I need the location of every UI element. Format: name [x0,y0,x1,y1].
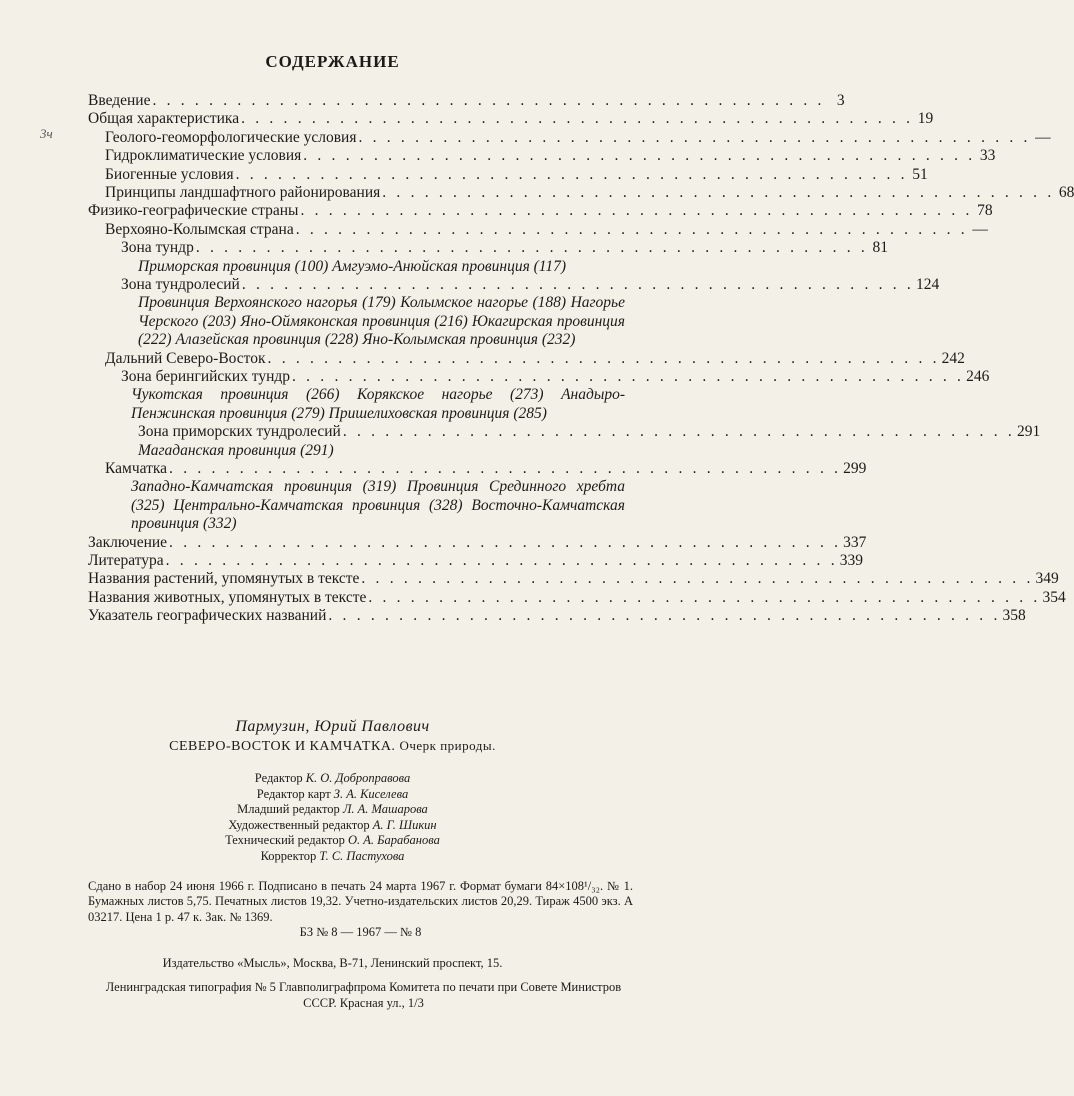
colophon [0,718,665,1011]
table-of-contents [88,92,1074,625]
toc-leader: . . . . . . . . . . . . . . . . . . . . . . . . . . . . . . . . . . . . . . . . . . . . . . . . [152,92,825,109]
toc-leader: . . . . . . . . . . . . . . . . . . . . . . . . . . . . . . . . . . . . . . . . . . . . . . . . [358,128,1031,146]
toc-leader: . . . . . . . . . . . . . . . . . . . . . . . . . . . . . . . . . . . . . . . . . . . . . . . . [303,147,976,165]
toc-page: 299 [843,459,867,477]
toc-page: 246 [966,367,990,385]
editor-line [0,833,665,849]
toc-leader: . . . . . . . . . . . . . . . . . . . . . . . . . . . . . . . . . . . . . . . . . . . . . . . . [169,533,842,551]
toc-page: — [972,220,988,238]
toc-leader: . . . . . . . . . . . . . . . . . . . . . . . . . . . . . . . . . . . . . . . . . . . . . . . . [165,551,838,569]
toc-page: 291 [1016,423,1041,441]
toc-page: 81 [872,239,888,257]
toc-label: Зона тундр [121,239,194,257]
editor-name: Т. С. Пастухова [319,848,405,863]
toc-provinces-kamchatka: Западно-Камчатская провинция (319) Провинция Срединного хребта (325) Центрально-Камчатская провинция (328) Восточно-Камчатская провинция (332) [131,478,625,533]
toc-label: Зона берингийских тундр [121,367,290,385]
editor-line [0,802,665,818]
toc-entry-general[interactable] [88,110,934,128]
toc-label: Заключение [88,533,168,551]
editor-role: Редактор [254,771,303,785]
toc-label: Зона тундролесий [121,275,240,293]
toc-leader: . . . . . . . . . . . . . . . . . . . . . . . . . . . . . . . . . . . . . . . . . . . . . . . . [328,607,1001,625]
toc-provinces-coastal: Магаданская провинция (291) [138,441,334,459]
toc-label: Биогенные условия [105,165,234,183]
editor-line [0,787,665,803]
toc-entry-kamchatka[interactable] [88,459,867,478]
toc-label: Литература [88,551,164,569]
toc-entry-hydro[interactable] [88,147,996,165]
toc-entry-conclusion[interactable] [88,533,867,552]
toc-leader: . . . . . . . . . . . . . . . . . . . . . . . . . . . . . . . . . . . . . . . . . . . . . . . . [300,202,973,220]
toc-leader: . . . . . . . . . . . . . . . . . . . . . . . . . . . . . . . . . . . . . . . . . . . . . . . . [195,239,868,257]
editor-name: Л. А. Машарова [342,802,428,817]
toc-label: Введение [88,92,151,109]
toc-page: 349 [1035,570,1059,588]
toc-entry-coastal[interactable] [88,423,1041,441]
book-subtitle: Очерк природы. [399,738,496,753]
toc-leader: . . . . . . . . . . . . . . . . . . . . . . . . . . . . . . . . . . . . . . . . . . . . . . . . [267,349,940,367]
book-title: СЕВЕРО-ВОСТОК И КАМЧАТКА. [169,739,396,754]
toc-entry-verkh[interactable] [88,220,988,239]
toc-leader: . . . . . . . . . . . . . . . . . . . . . . . . . . . . . . . . . . . . . . . . . . . . . . . . [382,183,1055,201]
toc-leader: . . . . . . . . . . . . . . . . . . . . . . . . . . . . . . . . . . . . . . . . . . . . . . . . [295,220,968,238]
toc-label: Геолого-геоморфологические условия [105,128,357,146]
toc-leader: . . . . . . . . . . . . . . . . . . . . . . . . . . . . . . . . . . . . . . . . . . . . . . . . [368,588,1041,606]
toc-leader: . . . . . . . . . . . . . . . . . . . . . . . . . . . . . . . . . . . . . . . . . . . . . . . . [342,423,1015,441]
toc-page: 358 [1002,607,1026,625]
toc-label: Зона приморских тундролесий [138,423,341,441]
editor-role: Корректор [260,848,317,863]
toc-entry-index[interactable] [88,607,1026,625]
toc-entry-plants[interactable] [88,570,1059,588]
toc-provinces-tundroles: Провинция Верхоянского нагорья (179) Колымское нагорье (188) Нагорье Черского (203) Яно-Оймяконская провинция (216) Юкагирская провинция (222) Алазейская провинция (228) Яно-Колымская провинция (232) [138,294,625,349]
toc-label: Названия растений, упомянутых в тексте [88,570,360,588]
editor-line [0,771,665,787]
toc-page: 19 [917,110,934,128]
editor-role: Младший редактор [237,802,340,817]
toc-leader: . . . . . . . . . . . . . . . . . . . . . . . . . . . . . . . . . . . . . . . . . . . . . . . . [292,367,965,385]
toc-label: Камчатка [105,459,168,477]
editor-name: О. А. Барабанова [347,833,440,848]
toc-provinces-bering: Чукотская провинция (266) Корякское нагорье (273) Анадыро-Пенжинская провинция (279) Пришелиховская провинция (285) [131,386,625,422]
print-info-code: БЗ № 8 — 1967 — № 8 [299,925,422,940]
toc-leader: . . . . . . . . . . . . . . . . . . . . . . . . . . . . . . . . . . . . . . . . . . . . . . . . [235,165,908,183]
toc-entry-literature[interactable] [88,551,864,570]
toc-entry-bering[interactable] [88,367,990,386]
toc-page: 339 [839,551,864,569]
toc-label: Верхояно-Колымская страна [105,220,294,238]
editor-line [0,849,665,865]
toc-page: 33 [979,147,996,165]
toc-page: 78 [977,202,993,220]
toc-entry-animals[interactable] [88,588,1066,607]
toc-label: Принципы ландшафтного районирования [105,183,381,201]
toc-entry-intro[interactable] [88,92,845,110]
toc-leader: . . . . . . . . . . . . . . . . . . . . . . . . . . . . . . . . . . . . . . . . . . . . . . . . [169,459,842,477]
toc-entry-ne[interactable] [88,349,965,368]
toc-page: 68 [1058,183,1074,201]
toc-page: 337 [843,533,867,551]
editor-role: Редактор карт [256,786,331,801]
printer-info: Ленинградская типография № 5 Главполиграфпрома Комитета по печати при Совете Министров СССР. Красная ул., 1/3 [105,979,622,1010]
toc-entry-tundra[interactable] [88,239,888,257]
toc-label: Физико-географические страны [88,202,299,220]
toc-label: Общая характеристика [88,110,240,128]
editors-list [0,771,665,865]
toc-label: Гидроклиматические условия [105,147,302,165]
toc-leader: . . . . . . . . . . . . . . . . . . . . . . . . . . . . . . . . . . . . . . . . . . . . . . . . [241,110,914,128]
toc-label: Дальний Северо-Восток [105,349,266,367]
book-title-line [0,738,665,755]
toc-provinces-tundra: Приморская провинция (100) Амгуэмо-Анюйская провинция (117) [138,257,567,275]
editor-name: К. О. Доброправова [305,771,411,785]
toc-entry-bio[interactable] [88,165,928,184]
toc-leader: . . . . . . . . . . . . . . . . . . . . . . . . . . . . . . . . . . . . . . . . . . . . . . . . [361,570,1034,588]
toc-label: Названия животных, упомянутых в тексте [88,588,367,606]
toc-entry-principles[interactable] [88,183,1074,202]
toc-label: Указатель географических названий [88,607,327,625]
toc-entry-physgeo[interactable] [88,202,993,220]
print-details [88,879,633,941]
toc-page: 354 [1042,588,1066,606]
publisher-info: Издательство «Мысль», Москва, В-71, Ленинский проспект, 15. [162,955,503,970]
toc-page: 124 [915,275,940,293]
page-title: СОДЕРЖАНИЕ [265,52,400,71]
toc-leader: . . . . . . . . . . . . . . . . . . . . . . . . . . . . . . . . . . . . . . . . . . . . . . . . [241,275,914,293]
editor-name: А. Г. Шикин [372,817,437,832]
toc-page: 242 [941,349,965,367]
toc-entry-tundroles[interactable] [88,275,940,294]
margin-handwritten-note: 3ч [40,126,53,141]
author-name: Пармузин, Юрий Павлович [235,718,430,735]
toc-page: 3 [836,92,845,109]
toc-page: — [1035,128,1051,146]
toc-entry-geo[interactable] [88,128,1051,147]
print-info-text: Сдано в набор 24 июня 1966 г. Подписано в печать 24 марта 1967 г. Формат бумаги 84×108¹/₃₂. № 1. Бумажных листов 5,75. Печатных листов 19,32. Учетно-издательских листов 20,29. Тираж 4500 экз. А 03217. Цена 1 р. 47 к. Зак. № 1369. [88,878,633,924]
editor-line [0,818,665,834]
toc-page: 51 [912,165,928,183]
editor-name: З. А. Киселева [333,786,409,801]
editor-role: Художественный редактор [228,817,370,832]
editor-role: Технический редактор [225,833,345,848]
